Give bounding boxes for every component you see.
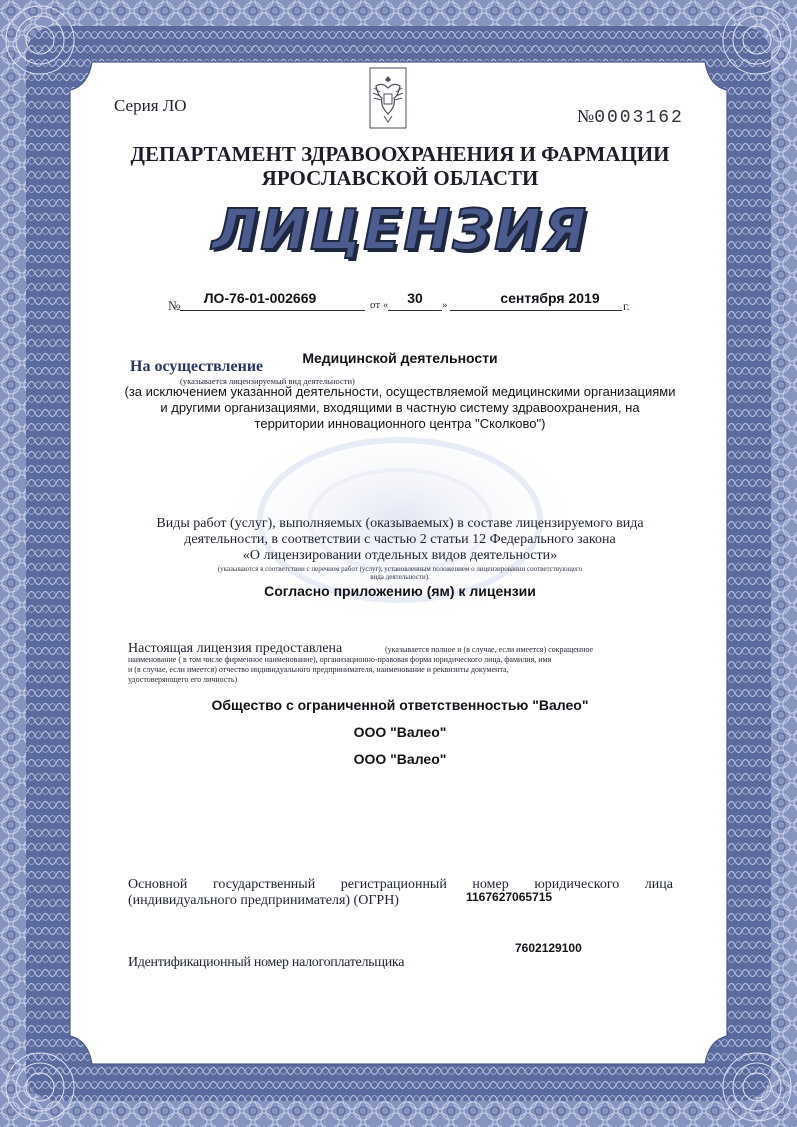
form-number xyxy=(577,106,684,128)
activity-details-line-2: и другими организациями, входящими в частную систему здравоохранения, на xyxy=(160,400,640,415)
department-title xyxy=(100,142,700,190)
license-day-underline xyxy=(388,310,442,311)
works-hint-line-2: вида деятельности). xyxy=(370,573,430,581)
license-no-label: № xyxy=(168,298,181,313)
activity-details-line-3: территории инновационного центра "Сколково") xyxy=(254,416,546,431)
series-label: Серия ЛО xyxy=(114,96,187,115)
activity-details xyxy=(100,384,700,432)
inn-value: 7602129100 xyxy=(515,941,582,955)
ogrn-label-line-2: (индивидуального предпринимателя) (ОГРН) xyxy=(128,893,399,908)
works-hint xyxy=(120,565,680,581)
coat-of-arms-icon xyxy=(368,66,408,130)
holder-short-name-2: ООО "Валео" xyxy=(353,751,447,767)
inn-label: Идентификационный номер налогоплательщика xyxy=(128,955,405,970)
license-number: ЛО-76-01-002669 xyxy=(203,290,317,306)
ogrn-value: 1167627065715 xyxy=(466,890,553,904)
works-line-3: «О лицензировании отдельных видов деятельности» xyxy=(242,548,558,563)
holder-hint-line-4: удостоверяющего его личность) xyxy=(128,675,238,684)
department-line-1: ДЕПАРТАМЕНТ ЗДРАВООХРАНЕНИЯ И ФАРМАЦИИ xyxy=(130,142,670,166)
number-sign: № xyxy=(577,106,595,126)
holder-label: Настоящая лицензия предоставлена xyxy=(128,641,343,656)
works-description xyxy=(110,516,690,564)
document-title: ЛИЦЕНЗИЯ xyxy=(211,198,589,263)
holder-short-name-1: ООО "Валео" xyxy=(353,724,447,740)
holder-full-name: Общество с ограниченной ответственностью "Валео" xyxy=(211,697,589,713)
activity-label: На осуществление xyxy=(130,358,264,375)
license-day: 30 xyxy=(407,290,423,306)
holder-hint-line-3: и (в случае, если имеется) отчество индивидуального предпринимателя, наименование и реквизиты документа, xyxy=(128,665,509,674)
license-number-underline xyxy=(180,310,365,311)
date-close-quote: » xyxy=(442,299,448,311)
holder-hint-line-1: (указывается полное и (в случае, если имеется) сокращенное xyxy=(385,645,594,654)
activity-hint: (указывается лицензируемый вид деятельности) xyxy=(180,376,355,386)
date-from-label: от « xyxy=(370,299,389,311)
holder-hint-line-2: наименование ( в том числе фирменное наименование), организационно-правовая форма юридического лица, фамилия, имя xyxy=(128,655,552,664)
activity-details-line-1: (за исключением указанной деятельности, осуществляемой медицинскими организациями xyxy=(124,384,676,399)
department-line-2: ЯРОСЛАВСКОЙ ОБЛАСТИ xyxy=(261,166,539,190)
holder-hint xyxy=(128,655,674,685)
ogrn-label-line-1: Основной государственный регистрационный номер юридического лица xyxy=(128,877,673,892)
works-line-2: деятельности, в соответствии с частью 2 статьи 12 Федерального закона xyxy=(184,532,616,547)
works-value: Согласно приложению (ям) к лицензии xyxy=(264,583,536,599)
works-hint-line-1: (указываются в соответствии с перечнем работ (услуг), установленным положением о лицензировании соответствующего xyxy=(217,565,583,573)
license-month-year: сентября 2019 xyxy=(500,290,600,306)
activity-value: Медицинской деятельности xyxy=(302,350,498,366)
form-number-value: 0003162 xyxy=(594,108,684,128)
works-line-1: Виды работ (услуг), выполняемых (оказываемых) в составе лицензируемого вида xyxy=(156,516,644,531)
license-month-underline xyxy=(450,310,622,311)
year-suffix: г. xyxy=(623,299,630,313)
